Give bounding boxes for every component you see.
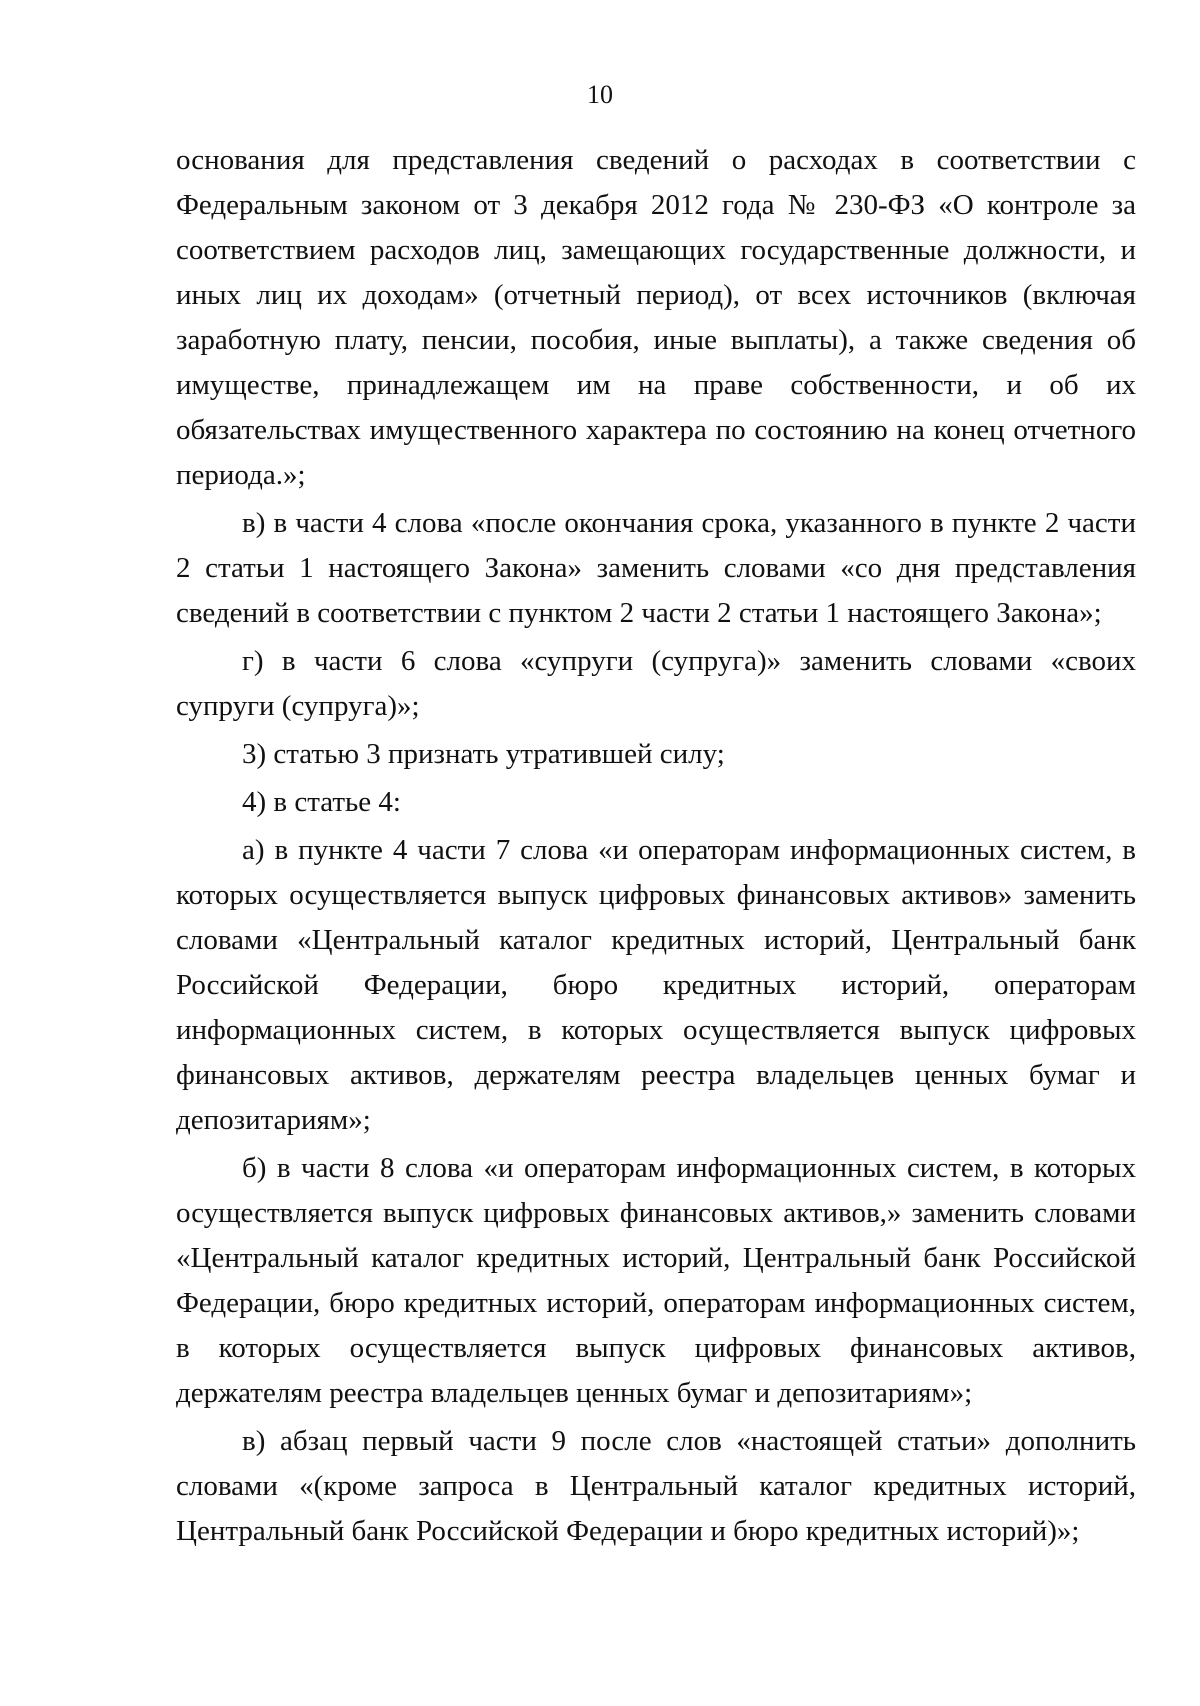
paragraph-item-a-part-7: а) в пункте 4 части 7 слова «и операторам информационных систем, в которых осуществляется выпуск цифровых финансовых активов» заменить словами «Центральный каталог кредитных историй, Центральный банк Российской Федерации, бюро кредитных историй, операторам информационных систем, в которых осуществляется выпуск цифровых финансовых активов, держателям реестра владельцев ценных бумаг и депозитариям»;	[176, 834, 1136, 1136]
paragraph-continuation: основания для представления сведений о расходах в соответствии с Федеральным законом от 3 декабря 2012 года № 230-ФЗ «О контроле за соответствием расходов лиц, замещающих государственные должности, и иных лиц их доходам» (отчетный период), от всех источников (включая заработную плату, пенсии, пособия, иные выплаты), а также сведения об имуществе, принадлежащем им на праве собственности, и об их обязательствах имущественного характера по состоянию на конец отчетного периода.»;	[176, 144, 1136, 491]
paragraph-item-4-article-4: 4) в статье 4:	[242, 786, 401, 818]
document-body	[176, 138, 1136, 1554]
paragraph-item-b-part-8: б) в части 8 слова «и операторам информационных систем, в которых осуществляется выпуск цифровых финансовых активов,» заменить словами «Центральный каталог кредитных историй, Центральный банк Российской Федерации, бюро кредитных историй, операторам информационных систем, в которых осуществляется выпуск цифровых финансовых активов, держателям реестра владельцев ценных бумаг и депозитариям»;	[176, 1152, 1136, 1409]
paragraph-item-3-article-3: 3) статью 3 признать утратившей силу;	[242, 738, 725, 770]
paragraph-item-v-part-9: в) абзац первый части 9 после слов «настоящей статьи» дополнить словами «(кроме запроса в Центральный каталог кредитных историй, Центральный банк Российской Федерации и бюро кредитных историй)»;	[176, 1425, 1136, 1547]
page-number: 10	[587, 80, 613, 109]
paragraph-item-g-part-6: г) в части 6 слова «супруги (супруга)» заменить словами «своих супруги (супруга)»;	[176, 645, 1136, 722]
paragraph-item-v-part-4: в) в части 4 слова «после окончания срока, указанного в пункте 2 части 2 статьи 1 настоящего Закона» заменить словами «со дня представления сведений в соответствии с пунктом 2 части 2 статьи 1 настоящего Закона»;	[176, 507, 1136, 629]
